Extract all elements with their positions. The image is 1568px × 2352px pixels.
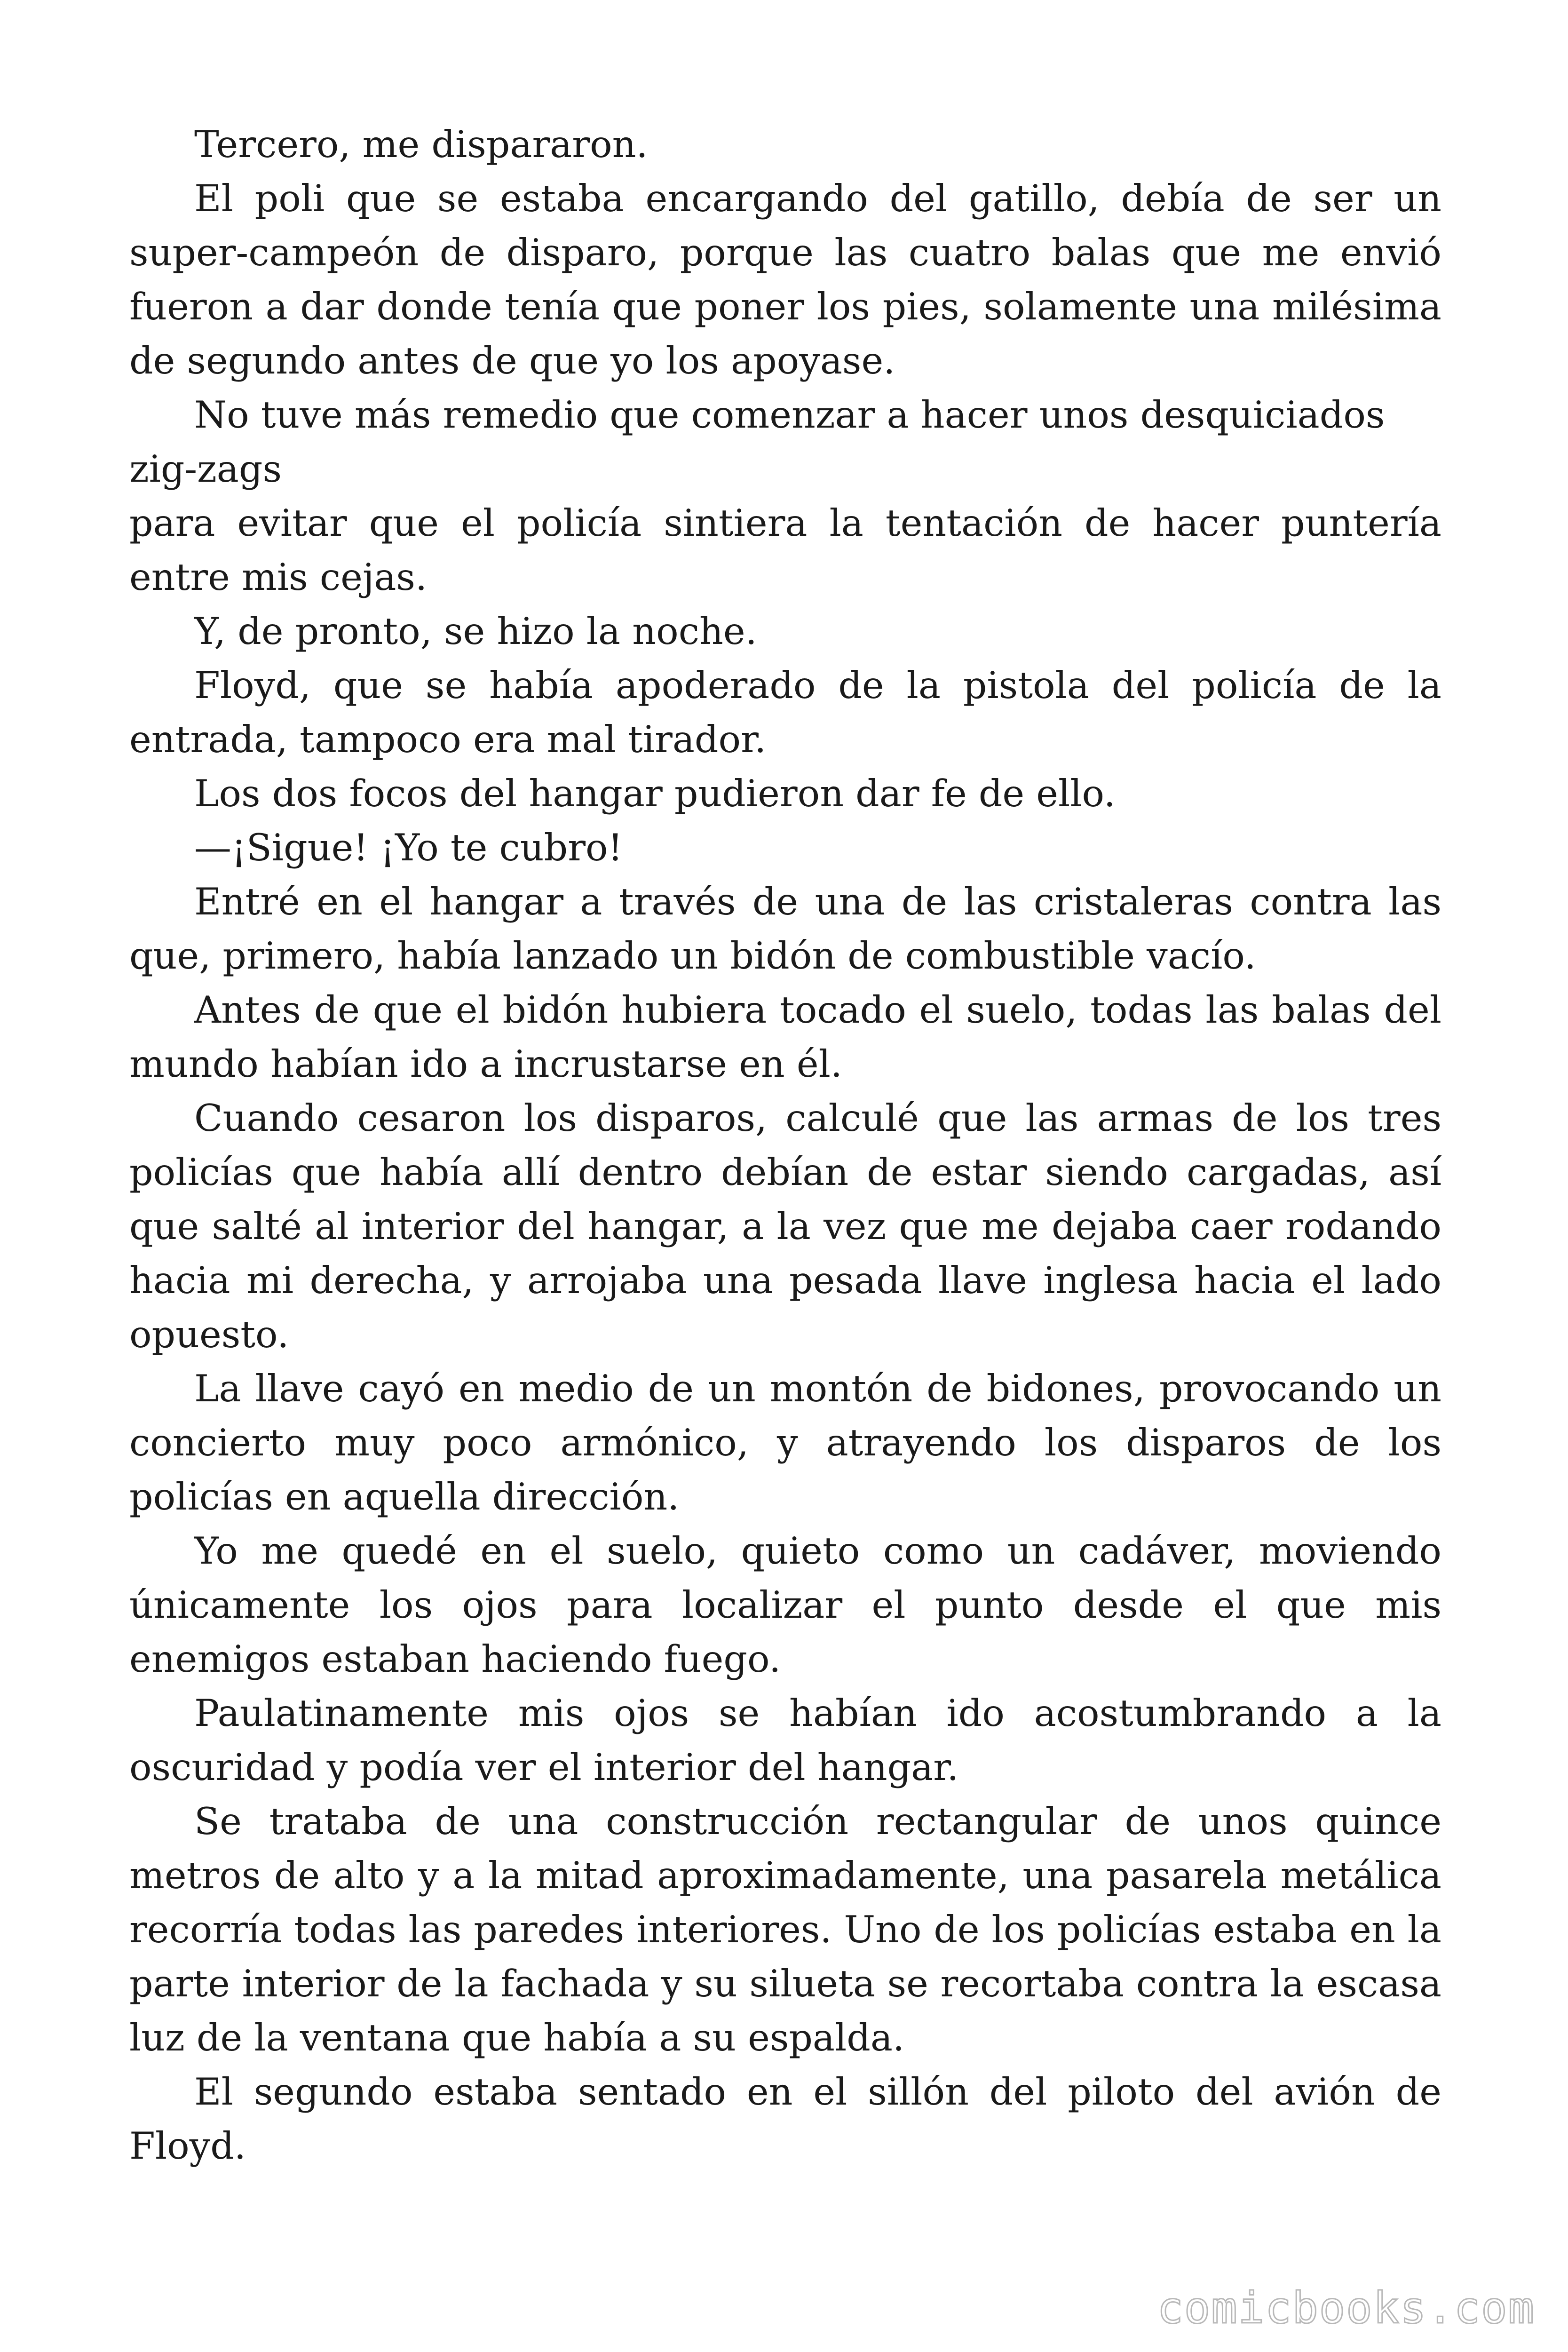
paragraph-4: para evitar que el policía sintiera la tentación de hacer puntería entre mis cejas. <box>129 501 1441 599</box>
paragraph-16: El segundo estaba sentado en el sillón del piloto del avión de Floyd. <box>129 2070 1441 2168</box>
paragraph-8: —¡Sigue! ¡Yo te cubro! <box>194 826 623 869</box>
page-body <box>129 118 1441 2173</box>
paragraph-11: Cuando cesaron los disparos, calculé que las armas de los tres policías que había allí dentro debían de estar siendo cargadas, así que salté al interior del hangar, a la vez que me dejaba caer rodando hacia mi derecha, y arrojaba una pesada llave inglesa hacia el lado opuesto. <box>129 1097 1441 1356</box>
paragraph-5: Y, de pronto, se hizo la noche. <box>194 610 757 653</box>
paragraph-10: Antes de que el bidón hubiera tocado el suelo, todas las balas del mundo habían ido a incrustarse en él. <box>129 988 1441 1086</box>
paragraph-14: Paulatinamente mis ojos se habían ido acostumbrando a la oscuridad y podía ver el interior del hangar. <box>129 1692 1441 1789</box>
paragraph-3: No tuve más remedio que comenzar a hacer unos desquiciados zig-zags <box>129 393 1385 491</box>
watermark: comicbooks.com <box>1157 2283 1535 2333</box>
paragraph-12: La llave cayó en medio de un montón de bidones, provocando un concierto muy poco armónico, y atrayendo los disparos de los policías en aquella dirección. <box>129 1367 1441 1518</box>
paragraph-15: Se trataba de una construcción rectangular de unos quince metros de alto y a la mitad aproximadamente, una pasarela metálica recorría todas las paredes interiores. Uno de los policías estaba en la parte interior de la fachada y su silueta se recortaba contra la escasa luz de la ventana que había a su espalda. <box>129 1800 1441 2059</box>
paragraph-13: Yo me quedé en el suelo, quieto como un cadáver, moviendo únicamente los ojos para localizar el punto desde el que mis enemigos estaban haciendo fuego. <box>129 1529 1441 1681</box>
paragraph-2: El poli que se estaba encargando del gatillo, debía de ser un super-campeón de disparo, porque las cuatro balas que me envió fueron a dar donde tenía que poner los pies, solamente una milésima de segundo antes de que yo los apoyase. <box>129 177 1441 382</box>
paragraph-9: Entré en el hangar a través de una de las cristaleras contra las que, primero, había lanzado un bidón de combustible vacío. <box>129 880 1441 977</box>
paragraph-6: Floyd, que se había apoderado de la pistola del policía de la entrada, tampoco era mal tirador. <box>129 664 1441 761</box>
paragraph-1: Tercero, me dispararon. <box>194 123 648 166</box>
paragraph-7: Los dos focos del hangar pudieron dar fe de ello. <box>194 772 1116 815</box>
